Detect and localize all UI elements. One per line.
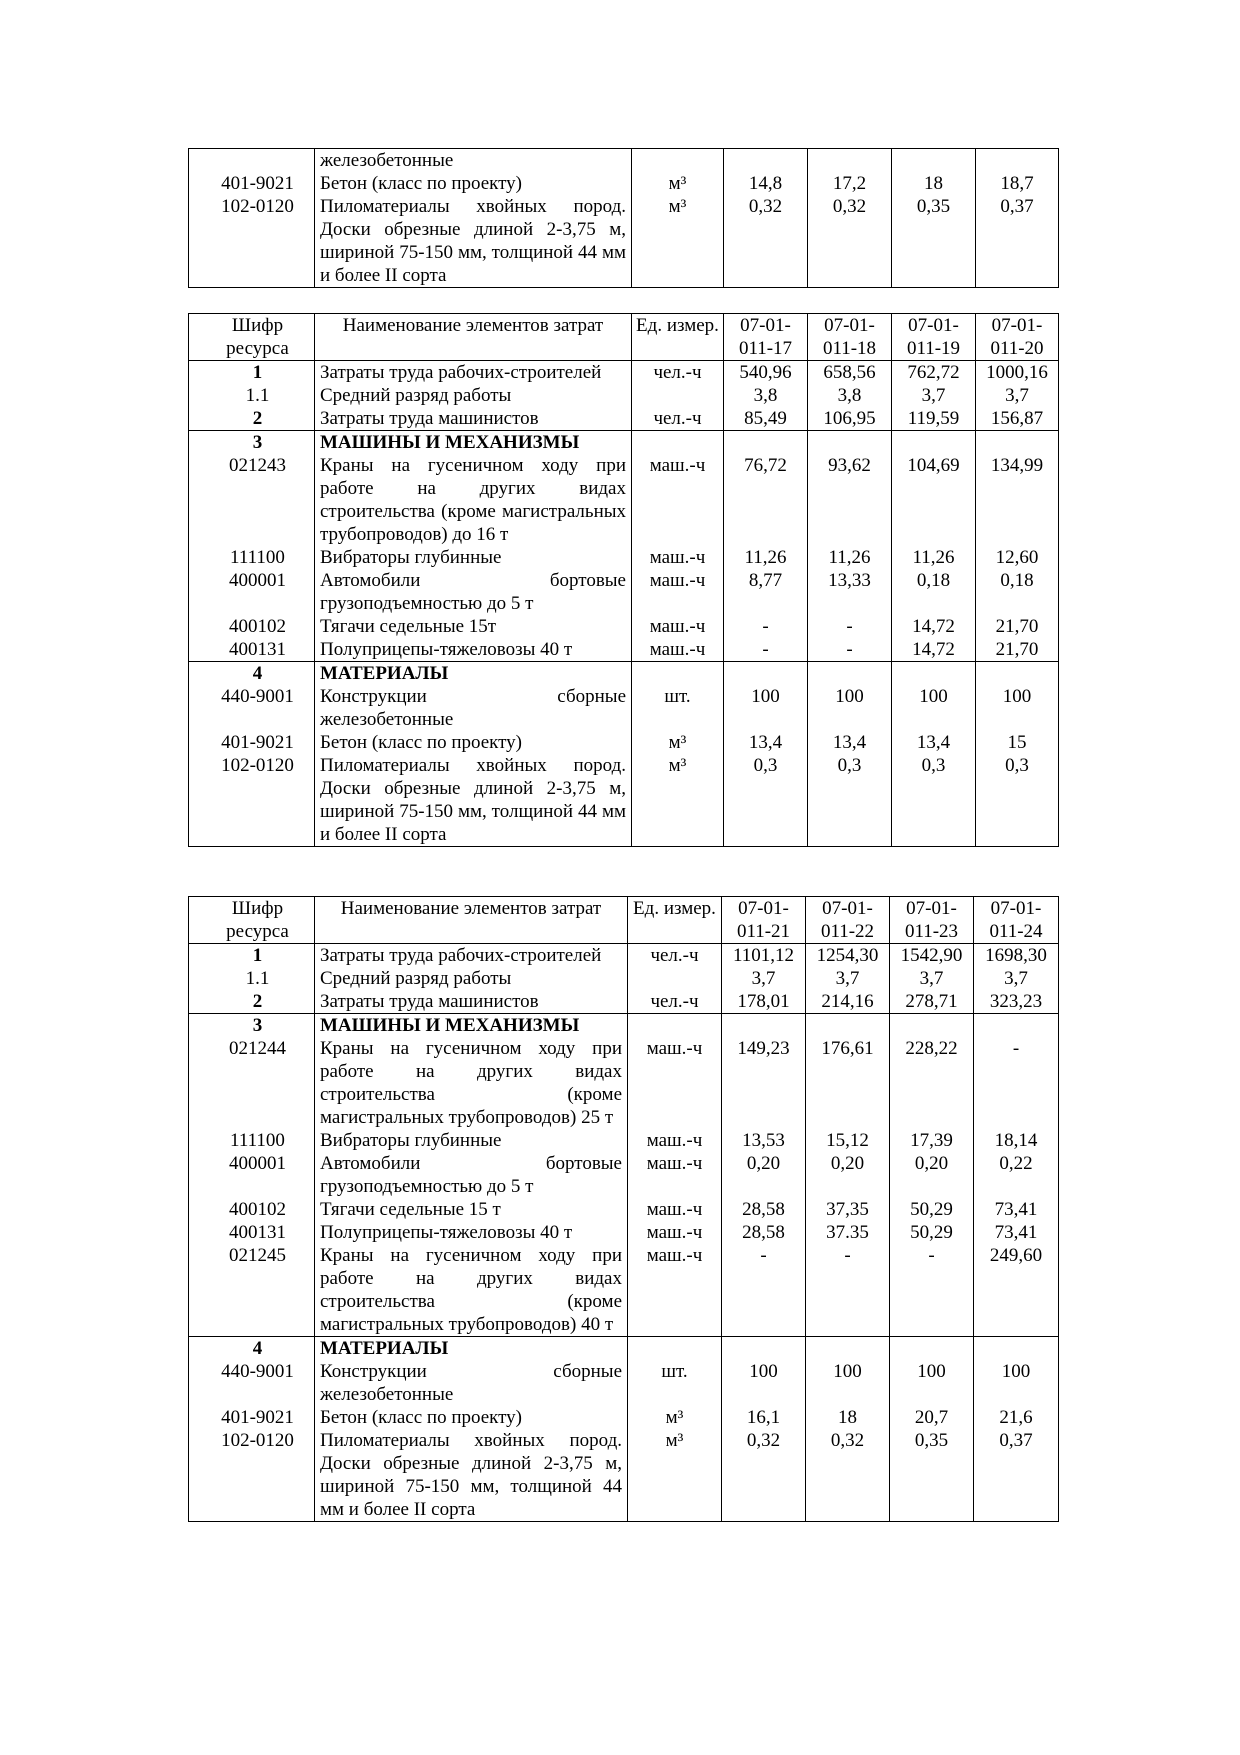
unit: маш.-ч [632, 615, 724, 638]
resource-name: МАШИНЫ И МЕХАНИЗМЫ [315, 431, 632, 455]
table-row [189, 361, 1059, 385]
resource-code: 021245 [189, 1244, 315, 1337]
norm-value: 13,33 [808, 569, 892, 615]
norm-value [974, 1014, 1059, 1038]
norm-value: 228,22 [890, 1037, 974, 1129]
resource-code: 4 [189, 1337, 315, 1361]
norm-value: 0,32 [724, 195, 808, 288]
norm-value: 13,4 [724, 731, 808, 754]
resource-name: Бетон (класс по проекту) [315, 1406, 628, 1429]
unit: маш.-ч [632, 638, 724, 662]
norm-value: 3,7 [806, 967, 890, 990]
unit [628, 1337, 722, 1361]
norm-value: 3,7 [892, 384, 976, 407]
table-row [189, 172, 1059, 195]
table-row [189, 662, 1059, 686]
norm-value: 0,3 [892, 754, 976, 847]
table-body [189, 149, 1059, 288]
norm-value [806, 1337, 890, 1361]
norm-value: 0,3 [808, 754, 892, 847]
resource-code: 021243 [189, 454, 315, 546]
norm-value: 134,99 [976, 454, 1059, 546]
resource-code: 111100 [189, 1129, 315, 1152]
norm-value: 1698,30 [974, 944, 1059, 968]
header-code: Шифр ресурса [189, 314, 315, 361]
table-row [189, 1014, 1059, 1038]
table-row [189, 990, 1059, 1014]
table-row [189, 615, 1059, 638]
unit: чел.-ч [632, 361, 724, 385]
norm-value: 100 [806, 1360, 890, 1406]
table-row [189, 944, 1059, 968]
norm-value: 18 [892, 172, 976, 195]
norm-value: 1101,12 [722, 944, 806, 968]
resource-name: Тягачи седельные 15т [315, 615, 632, 638]
norm-value: 0,20 [722, 1152, 806, 1198]
unit: м³ [632, 754, 724, 847]
header-norm-code: 07-01-011-19 [892, 314, 976, 361]
resource-code: 111100 [189, 546, 315, 569]
norm-value: 21,6 [974, 1406, 1059, 1429]
norm-value: 14,72 [892, 638, 976, 662]
norm-value: 3,7 [890, 967, 974, 990]
resource-name: Пиломатериалы хвойных пород. Доски обрезные длиной 2-3,75 м, шириной 75-150 мм, толщиной 44 мм и более II сорта [315, 1429, 628, 1522]
norm-value [808, 662, 892, 686]
resource-name: Затраты труда рабочих-строителей [315, 361, 632, 385]
resource-name: Краны на гусеничном ходу при работе на других видах строительства (кроме магистральных трубопроводов) 25 т [315, 1037, 628, 1129]
unit: шт. [628, 1360, 722, 1406]
table-row [189, 407, 1059, 431]
norm-value: 17,2 [808, 172, 892, 195]
unit [628, 1014, 722, 1038]
unit: м³ [632, 731, 724, 754]
header-unit: Ед. измер. [628, 897, 722, 944]
norm-value: 104,69 [892, 454, 976, 546]
norm-value: 73,41 [974, 1198, 1059, 1221]
table-row [189, 967, 1059, 990]
resource-code: 400131 [189, 638, 315, 662]
resource-name: Конструкции сборные железобетонные [315, 685, 632, 731]
resource-name: МАШИНЫ И МЕХАНИЗМЫ [315, 1014, 628, 1038]
norm-value: - [724, 615, 808, 638]
resource-name: МАТЕРИАЛЫ [315, 1337, 628, 1361]
norm-value: 1254,30 [806, 944, 890, 968]
norm-value: 3,7 [976, 384, 1059, 407]
resource-code [189, 149, 315, 173]
table-row [189, 1244, 1059, 1337]
resource-code: 1 [189, 944, 315, 968]
table-row [189, 1360, 1059, 1406]
resource-code: 4 [189, 662, 315, 686]
norm-value: 18,14 [974, 1129, 1059, 1152]
table-row [189, 731, 1059, 754]
norm-value: 14,8 [724, 172, 808, 195]
unit: чел.-ч [628, 990, 722, 1014]
resource-code: 102-0120 [189, 1429, 315, 1522]
table-row [189, 454, 1059, 546]
norm-value: 50,29 [890, 1221, 974, 1244]
unit [632, 431, 724, 455]
norm-value: - [974, 1037, 1059, 1129]
table-row [189, 1152, 1059, 1198]
header-name: Наименование элементов затрат [315, 314, 632, 361]
resource-name: Вибраторы глубинные [315, 546, 632, 569]
resource-code: 3 [189, 1014, 315, 1038]
resource-code: 401-9021 [189, 1406, 315, 1429]
norm-value: 0,3 [976, 754, 1059, 847]
norm-value: 18,7 [976, 172, 1059, 195]
norm-value [976, 662, 1059, 686]
norm-value: 278,71 [890, 990, 974, 1014]
norm-value: 1542,90 [890, 944, 974, 968]
resource-name: Затраты труда рабочих-строителей [315, 944, 628, 968]
norm-value [976, 431, 1059, 455]
unit: м³ [628, 1406, 722, 1429]
norm-value: 762,72 [892, 361, 976, 385]
table-row [189, 384, 1059, 407]
norm-value: 15 [976, 731, 1059, 754]
norm-value: 76,72 [724, 454, 808, 546]
norm-value: 3,8 [724, 384, 808, 407]
norm-value: 100 [808, 685, 892, 731]
unit: маш.-ч [632, 569, 724, 615]
norm-value [892, 431, 976, 455]
norm-value: 28,58 [722, 1198, 806, 1221]
norm-value: 13,4 [892, 731, 976, 754]
norm-value: - [808, 615, 892, 638]
norm-value: - [724, 638, 808, 662]
norm-value: 0,3 [724, 754, 808, 847]
norm-value: 85,49 [724, 407, 808, 431]
header-norm-code: 07-01-011-20 [976, 314, 1059, 361]
norm-value [808, 431, 892, 455]
norm-value: 16,1 [722, 1406, 806, 1429]
unit: м³ [632, 172, 724, 195]
norm-value [892, 662, 976, 686]
unit: маш.-ч [628, 1244, 722, 1337]
resource-code: 102-0120 [189, 754, 315, 847]
header-norm-code: 07-01-011-23 [890, 897, 974, 944]
norm-value [976, 149, 1059, 173]
norm-value: 0,37 [976, 195, 1059, 288]
norm-value: 0,35 [892, 195, 976, 288]
norm-value: 15,12 [806, 1129, 890, 1152]
table-row [189, 754, 1059, 847]
unit [632, 662, 724, 686]
norm-value: 178,01 [722, 990, 806, 1014]
norm-value: 100 [892, 685, 976, 731]
header-row [189, 314, 1059, 361]
resource-table-011-17-20 [188, 313, 1059, 847]
norm-value: 0,18 [976, 569, 1059, 615]
norm-value: 100 [722, 1360, 806, 1406]
unit: маш.-ч [628, 1037, 722, 1129]
norm-value [890, 1014, 974, 1038]
norm-value: - [806, 1244, 890, 1337]
norm-value: 12,60 [976, 546, 1059, 569]
norm-value: 8,77 [724, 569, 808, 615]
unit: маш.-ч [628, 1129, 722, 1152]
resource-name: Конструкции сборные железобетонные [315, 1360, 628, 1406]
norm-value [974, 1337, 1059, 1361]
table-row [189, 638, 1059, 662]
norm-value: 119,59 [892, 407, 976, 431]
norm-value: 0,18 [892, 569, 976, 615]
norm-value: 540,96 [724, 361, 808, 385]
resource-name: Автомобили бортовые грузоподъемностью до 5 т [315, 569, 632, 615]
norm-value: 0,32 [722, 1429, 806, 1522]
norm-value [722, 1337, 806, 1361]
norm-value: 20,7 [890, 1406, 974, 1429]
norm-value [892, 149, 976, 173]
resource-code: 400102 [189, 1198, 315, 1221]
resource-code: 3 [189, 431, 315, 455]
resource-code: 1 [189, 361, 315, 385]
unit [632, 149, 724, 173]
norm-value: 13,4 [808, 731, 892, 754]
table-row [189, 546, 1059, 569]
norm-value: 100 [890, 1360, 974, 1406]
resource-name: Бетон (класс по проекту) [315, 731, 632, 754]
resource-code: 401-9021 [189, 731, 315, 754]
norm-value: 28,58 [722, 1221, 806, 1244]
norm-value: 149,23 [722, 1037, 806, 1129]
norm-value [724, 431, 808, 455]
unit [632, 384, 724, 407]
resource-code: 400001 [189, 1152, 315, 1198]
header-row [189, 897, 1059, 944]
resource-code: 440-9001 [189, 1360, 315, 1406]
norm-value [808, 149, 892, 173]
unit: маш.-ч [628, 1152, 722, 1198]
norm-value [724, 662, 808, 686]
resource-code: 400131 [189, 1221, 315, 1244]
norm-value: 21,70 [976, 638, 1059, 662]
norm-value: 37.35 [806, 1221, 890, 1244]
table-row [189, 1037, 1059, 1129]
unit: м³ [628, 1429, 722, 1522]
unit: чел.-ч [632, 407, 724, 431]
resource-code: 102-0120 [189, 195, 315, 288]
norm-value: 0,20 [806, 1152, 890, 1198]
table-row [189, 1406, 1059, 1429]
table-row [189, 1221, 1059, 1244]
unit: маш.-ч [632, 454, 724, 546]
header-unit: Ед. измер. [632, 314, 724, 361]
norm-value: 100 [974, 1360, 1059, 1406]
unit: маш.-ч [632, 546, 724, 569]
norm-value: 37,35 [806, 1198, 890, 1221]
table-row [189, 685, 1059, 731]
norm-value: - [890, 1244, 974, 1337]
resource-name: Краны на гусеничном ходу при работе на других видах строительства (кроме магистральных трубопроводов) 40 т [315, 1244, 628, 1337]
table-row [189, 431, 1059, 455]
norm-value: 18 [806, 1406, 890, 1429]
resource-code: 2 [189, 407, 315, 431]
table-row [189, 195, 1059, 288]
resource-code: 400001 [189, 569, 315, 615]
resource-name: Тягачи седельные 15 т [315, 1198, 628, 1221]
header-norm-code: 07-01-011-22 [806, 897, 890, 944]
resource-name: МАТЕРИАЛЫ [315, 662, 632, 686]
unit: м³ [632, 195, 724, 288]
norm-value: 3,7 [974, 967, 1059, 990]
norm-value: 13,53 [722, 1129, 806, 1152]
norm-value: 93,62 [808, 454, 892, 546]
norm-value: 50,29 [890, 1198, 974, 1221]
norm-value: 323,23 [974, 990, 1059, 1014]
norm-value: 100 [724, 685, 808, 731]
table-row [189, 1198, 1059, 1221]
norm-value: 0,22 [974, 1152, 1059, 1198]
resource-code: 400102 [189, 615, 315, 638]
norm-value: 17,39 [890, 1129, 974, 1152]
table-body [189, 897, 1059, 1522]
header-norm-code: 07-01-011-17 [724, 314, 808, 361]
norm-value: 3,7 [722, 967, 806, 990]
norm-value [890, 1337, 974, 1361]
resource-name: железобетонные [315, 149, 632, 173]
norm-value: 0,35 [890, 1429, 974, 1522]
norm-value: 0,32 [806, 1429, 890, 1522]
norm-value: 3,8 [808, 384, 892, 407]
norm-value [806, 1014, 890, 1038]
norm-value: - [722, 1244, 806, 1337]
norm-value [724, 149, 808, 173]
table-row [189, 1129, 1059, 1152]
norm-value: 1000,16 [976, 361, 1059, 385]
header-norm-code: 07-01-011-24 [974, 897, 1059, 944]
norm-value: 176,61 [806, 1037, 890, 1129]
unit: шт. [632, 685, 724, 731]
unit: маш.-ч [628, 1198, 722, 1221]
resource-table-011-21-24 [188, 896, 1059, 1522]
norm-value: 214,16 [806, 990, 890, 1014]
norm-value: 0,37 [974, 1429, 1059, 1522]
resource-table-continued [188, 148, 1059, 288]
norm-value: 106,95 [808, 407, 892, 431]
table-row [189, 1429, 1059, 1522]
header-norm-code: 07-01-011-21 [722, 897, 806, 944]
header-code: Шифр ресурса [189, 897, 315, 944]
norm-value: 11,26 [892, 546, 976, 569]
resource-name: Полуприцепы-тяжеловозы 40 т [315, 1221, 628, 1244]
resource-name: Затраты труда машинистов [315, 990, 628, 1014]
resource-name: Пиломатериалы хвойных пород. Доски обрезные длиной 2-3,75 м, шириной 75-150 мм, толщиной 44 мм и более II сорта [315, 195, 632, 288]
norm-value: 73,41 [974, 1221, 1059, 1244]
resource-name: Вибраторы глубинные [315, 1129, 628, 1152]
norm-value: 14,72 [892, 615, 976, 638]
resource-code: 1.1 [189, 967, 315, 990]
norm-value: 11,26 [724, 546, 808, 569]
resource-name: Затраты труда машинистов [315, 407, 632, 431]
resource-code: 1.1 [189, 384, 315, 407]
norm-value: 21,70 [976, 615, 1059, 638]
resource-name: Пиломатериалы хвойных пород. Доски обрезные длиной 2-3,75 м, шириной 75-150 мм, толщиной 44 мм и более II сорта [315, 754, 632, 847]
unit: чел.-ч [628, 944, 722, 968]
table-row [189, 1337, 1059, 1361]
unit: маш.-ч [628, 1221, 722, 1244]
header-name: Наименование элементов затрат [315, 897, 628, 944]
resource-code: 440-9001 [189, 685, 315, 731]
table-row [189, 149, 1059, 173]
resource-code: 021244 [189, 1037, 315, 1129]
norm-value: 249,60 [974, 1244, 1059, 1337]
resource-name: Средний разряд работы [315, 384, 632, 407]
resource-name: Полуприцепы-тяжеловозы 40 т [315, 638, 632, 662]
norm-value [722, 1014, 806, 1038]
resource-name: Автомобили бортовые грузоподъемностью до 5 т [315, 1152, 628, 1198]
norm-value: - [808, 638, 892, 662]
resource-code: 2 [189, 990, 315, 1014]
norm-value: 0,20 [890, 1152, 974, 1198]
norm-value: 0,32 [808, 195, 892, 288]
table-row [189, 569, 1059, 615]
norm-value: 100 [976, 685, 1059, 731]
header-norm-code: 07-01-011-18 [808, 314, 892, 361]
norm-value: 11,26 [808, 546, 892, 569]
unit [628, 967, 722, 990]
resource-name: Краны на гусеничном ходу при работе на других видах строительства (кроме магистральных трубопроводов) до 16 т [315, 454, 632, 546]
norm-value: 658,56 [808, 361, 892, 385]
resource-name: Бетон (класс по проекту) [315, 172, 632, 195]
norm-value: 156,87 [976, 407, 1059, 431]
resource-name: Средний разряд работы [315, 967, 628, 990]
resource-code: 401-9021 [189, 172, 315, 195]
table-body [189, 314, 1059, 847]
